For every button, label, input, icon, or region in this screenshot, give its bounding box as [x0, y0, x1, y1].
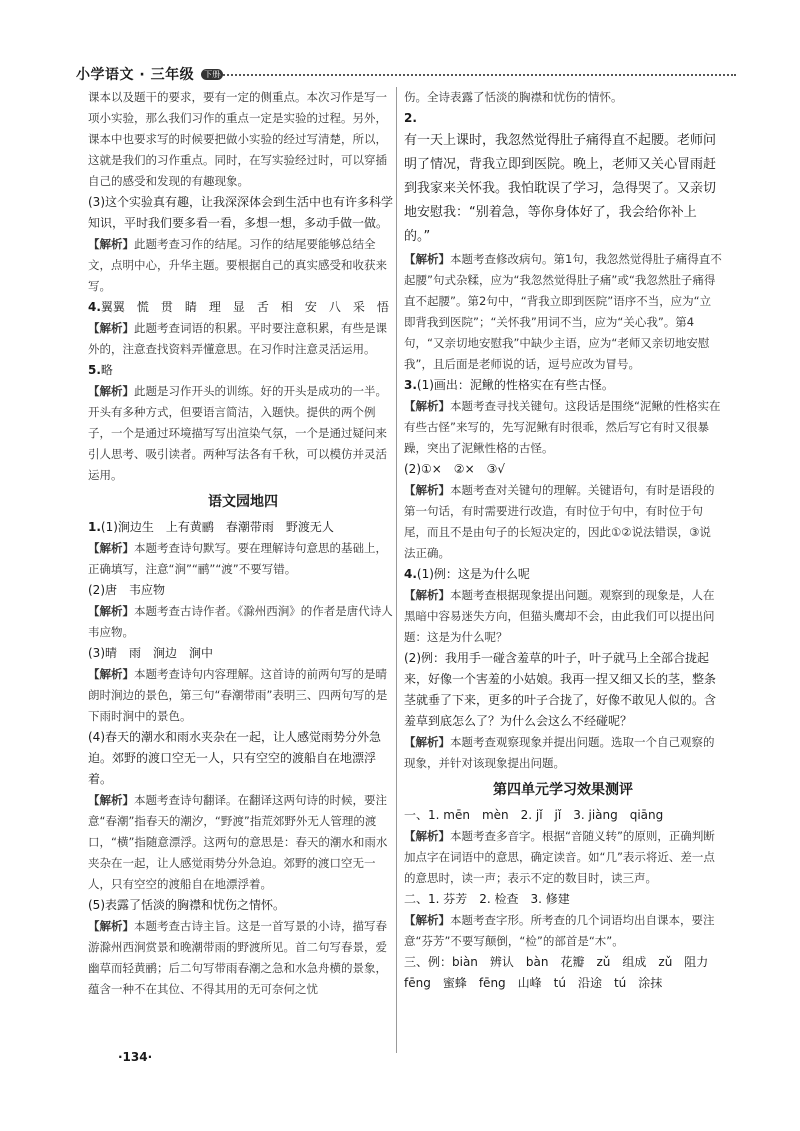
explanation-text: 本题考查观察现象并提出问题。选取一个自己观察的现象，并针对该现象提出问题。: [404, 735, 715, 770]
question-number: 4.: [88, 300, 101, 314]
explanation-text: 此题是习作开头的训练。好的开头是成功的一半。开头有多种方式，但要语言简洁，入题快。提供的两个例子，一个是通过环境描写写出渲染气氛，一个是通过疑问来引人思考、吸引读者。两种写法各有千秋，可以模仿并灵活运用。: [88, 384, 387, 482]
explanation-text: 本题考查字形。所考查的几个词语均出自课本，要注意“芬芳”不要写颠倒，“检”的部首是“木”。: [404, 913, 715, 948]
explanation: [88, 790, 398, 895]
explanation: [404, 732, 722, 774]
section-title: 语文园地四: [208, 494, 278, 510]
explanation-tag: 【解析】: [404, 588, 450, 602]
explanation-text: 本题考查寻找关键句。这段话是围绕“泥鳅的性格实在有些古怪”来写的，先写泥鳅有时很乖，然后写它有时又很暴躁，突出了泥鳅性格的古怪。: [404, 399, 721, 455]
question-item: [404, 375, 722, 396]
explanation-tag: 【解析】: [404, 735, 450, 749]
answer-text: (1)画出：泥鳅的性格实在有些古怪。: [416, 378, 614, 392]
explanation-tag: 【解析】: [88, 793, 134, 807]
explanation: [404, 396, 722, 459]
explanation: [88, 916, 398, 1000]
explanation-tag: 【解析】: [404, 483, 450, 497]
explanation: [404, 585, 722, 648]
answer-line: (4)春天的潮水和雨水夹杂在一起，让人感觉雨势分外急迫。郊野的渡口空无一人，只有空空的渡船自在地漂浮着。: [88, 730, 382, 786]
right-column: [404, 87, 722, 994]
answer-text: (1)涧边生 上有黄鹂 春潮带雨 野渡无人: [100, 520, 334, 534]
question-number: 2.: [404, 111, 417, 125]
answer-line: (5)表露了恬淡的胸襟和忧伤之情怀。: [88, 898, 285, 912]
explanation-text: 伤。全诗表露了恬淡的胸襟和忧伤的情怀。: [404, 90, 623, 104]
answer-line: (3)这个实验真有趣，让我深深体会到生活中也有许多科学知识，平时我们要多看一看，多想一想，多动手做一做。: [88, 195, 394, 230]
explanation-tag: 【解析】: [88, 667, 134, 681]
answer-text: 略: [100, 363, 113, 377]
explanation: [88, 664, 398, 727]
explanation: [88, 234, 398, 297]
corrected-passage: 有一天上课时，我忽然觉得肚子痛得直不起腰。老师问明了情况，背我立即到医院。晚上，老师又关心冒雨赶到我家来关怀我。我怕耽误了学习，急得哭了。又亲切地安慰我：“别着急，等你身体好了，我会给你补上的。”: [404, 133, 717, 244]
answer-line: (2)①× ②× ③√: [404, 462, 506, 476]
explanation: [404, 87, 722, 108]
explanation-tag: 【解析】: [404, 399, 450, 413]
explanation-tag: 【解析】: [88, 384, 134, 398]
explanation-text: 本题考查古诗主旨。这是一首写景的小诗，描写春游滁州西涧赏景和晚潮带雨的野渡所见。首二句写春景，爱幽草而轻黄鹂；后二句写带雨春潮之急和水急舟横的景象，蕴含一种不在其位、不得其用的无可奈何之忧: [88, 919, 387, 996]
explanation-tag: 【解析】: [88, 237, 134, 251]
explanation-text: 本题考查诗句默写。要在理解诗句意思的基础上，正确填写，注意“涧”“鹂”“渡”不要写错。: [88, 541, 387, 576]
answer-text: 翼翼 慌 贯 睛 理 显 舌 相 安 八 采 悟: [100, 300, 389, 314]
header-dotted-line: [216, 74, 736, 76]
answer-line: (2)唐 韦应物: [88, 583, 165, 597]
explanation: [404, 826, 722, 889]
section-title: 第四单元学习效果测评: [493, 782, 633, 798]
answer-line: (3)晴 雨 涧边 涧中: [88, 646, 213, 660]
answer-text: (1)例：这是为什么呢: [416, 567, 530, 581]
question-number: 3.: [404, 378, 417, 392]
question-number: 5.: [88, 363, 101, 377]
explanation-text: 本题考查诗句翻译。在翻译这两句诗的时候，要注意“春潮”指春天的潮汐，“野渡”指荒郊野外无人管理的渡口，“横”指随意漂浮。这两句的意思是：春天的潮水和雨水夹杂在一起，让人感觉雨势分外急迫。郊野的渡口空无一人，只有空空的渡船自在地漂浮着。: [88, 793, 388, 891]
explanation: [404, 480, 722, 564]
explanation: [88, 87, 398, 192]
explanation: [88, 601, 398, 643]
explanation-text: 本题考查修改病句。第1句，我忽然觉得肚子痛得直不起腰”句式杂糅，应为“我忽然觉得肚子痛”或“我忽然肚子痛得直不起腰”。第2句中，“背我立即到医院”语序不当，应为“立即背我到医院”；“关怀我”用词不当，应为“关心我”。第4句，“又亲切地安慰我”中缺少主语，应为“老师又亲切地安慰我”，且后面是老师说的话，逗号应改为冒号。: [404, 252, 722, 371]
explanation-tag: 【解析】: [404, 252, 450, 266]
question-item: [88, 297, 398, 318]
explanation-text: 本题考查对关键句的理解。关键语句，有时是语段的第一句话，有时需要进行改造，有时位于句中，有时位于句尾，而且不是由句子的长短决定的，因此①②说法错误，③说法正确。: [404, 483, 715, 560]
explanation-tag: 【解析】: [88, 541, 134, 555]
column-divider: [396, 87, 397, 1053]
explanation-text: 此题考查习作的结尾。习作的结尾要能够总结全文，点明中心，升华主题。要根据自己的真实感受和收获来写。: [88, 237, 387, 293]
explanation-text: 本题考查根据现象提出问题。观察到的现象是，人在黑暗中容易迷失方向，但猫头鹰却不会，由此我们可以提出问题：这是为什么呢？: [404, 588, 715, 644]
question-number: 1.: [88, 520, 101, 534]
page-header: [76, 64, 736, 86]
page-number: ·134·: [118, 1050, 153, 1064]
explanation-tag: 【解析】: [404, 829, 450, 843]
explanation-tag: 【解析】: [88, 919, 134, 933]
explanation-text: 本题考查诗句内容理解。这首诗的前两句写的是晴朗时涧边的景色，第三句“春潮带雨”表明三、四两句写的是下雨时涧中的景色。: [88, 667, 388, 723]
explanation-tag: 【解析】: [88, 604, 134, 618]
explanation-text: 课本以及题干的要求，要有一定的侧重点。本次习作是写一项小实验，那么我们习作的重点一定是实验的过程。另外，课本中也要求写的时候要把做小实验的经过写清楚，所以，这就是我们的习作重点。同时，在写实验经过时，可以穿插自己的感受和发现的有趣现象。: [88, 90, 387, 188]
header-title: 小学语文 · 三年级: [76, 67, 195, 83]
explanation: [88, 538, 398, 580]
explanation: [404, 249, 722, 375]
question-item: [404, 108, 722, 129]
answer-line: (2)例：我用手一碰含羞草的叶子，叶子就马上全部合拢起来，好像一个害羞的小姑娘。我再一捏又细又长的茎，整条茎就垂了下来，更多的叶子合拢了，好像不敢见人似的。含羞草到底怎么了？为什么会这么不经碰呢？: [404, 651, 717, 728]
explanation: [88, 318, 398, 360]
answer-line: 一、1. mēn mèn 2. jǐ jǐ 3. jiàng qiāng: [404, 808, 664, 822]
question-item: [88, 517, 398, 538]
grade-badge: 下册: [201, 69, 223, 80]
explanation-text: 此题考查词语的积累。平时要注意积累，有些是课外的，注意查找资料弄懂意思。在习作时注意灵活运用。: [88, 321, 387, 356]
explanation: [88, 381, 398, 486]
question-number: 4.: [404, 567, 417, 581]
question-item: [88, 360, 398, 381]
explanation: [404, 910, 722, 952]
answer-line: 三、例：biàn 辨认 bàn 花瓣 zǔ 组成 zǔ 阻力: [404, 955, 709, 969]
answer-line: 二、1. 芬芳 2. 检查 3. 修建: [404, 892, 570, 906]
left-column: [88, 87, 398, 1000]
explanation-text: 本题考查古诗作者。《滁州西涧》的作者是唐代诗人韦应物。: [88, 604, 393, 639]
explanation-tag: 【解析】: [404, 913, 450, 927]
explanation-tag: 【解析】: [88, 321, 134, 335]
question-item: [404, 564, 722, 585]
explanation-text: 本题考查多音字。根据“音随义转”的原则，正确判断加点字在词语中的意思，确定读音。如“几”表示将近、差一点的意思时，读一声；表示不定的数目时，读三声。: [404, 829, 715, 885]
answer-line: fēng 蜜蜂 fēng 山峰 tú 沿途 tú 涂抹: [404, 976, 663, 990]
